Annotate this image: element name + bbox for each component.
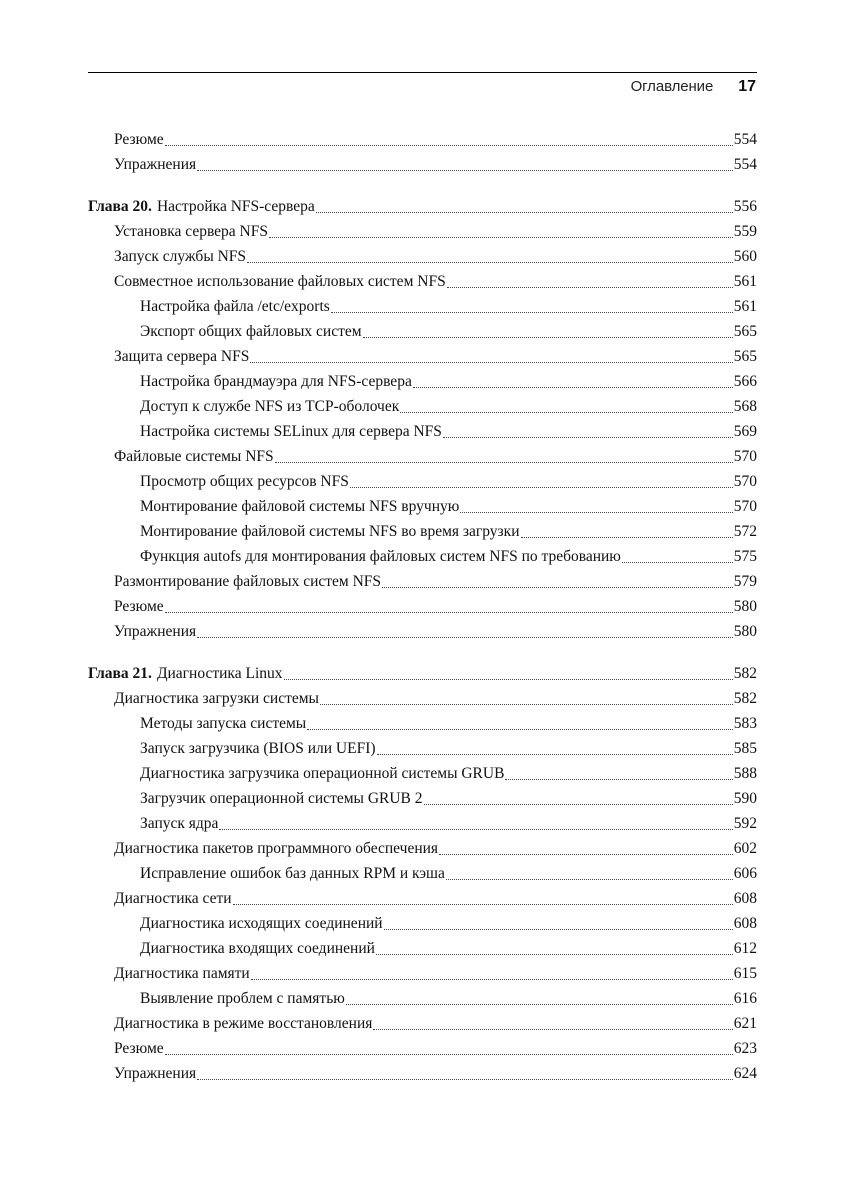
chapter-title: Настройка NFS-сервера <box>156 198 315 215</box>
toc-entry-title: Диагностика входящих соединений <box>140 940 375 957</box>
toc-entry-title: Диагностика загрузчика операционной системы GRUB <box>140 765 505 782</box>
toc-entry[interactable] <box>114 131 757 153</box>
toc-entry-page: 554 <box>733 131 757 148</box>
toc-entry-title: Настройка брандмауэра для NFS-сервера <box>140 373 412 390</box>
toc-entry-title: Диагностика исходящих соединений <box>140 915 383 932</box>
toc-entry[interactable] <box>114 890 757 912</box>
toc-entry-page: 568 <box>733 398 757 415</box>
toc-entry-page: 624 <box>733 1065 757 1082</box>
toc-entry-title: Запуск загрузчика (BIOS или UEFI) <box>140 740 376 757</box>
toc-entry-title: Диагностика в режиме восстановления <box>114 1015 373 1032</box>
dot-leader <box>521 536 733 538</box>
toc-entry-title: Резюме <box>114 1040 164 1057</box>
dot-leader <box>250 361 732 363</box>
dot-leader <box>247 261 733 263</box>
toc-entry[interactable] <box>114 248 757 270</box>
dot-leader <box>251 978 733 980</box>
toc-chapter-21[interactable] <box>88 665 757 687</box>
chapter-number: Глава 21. <box>88 665 152 682</box>
toc-entry[interactable] <box>140 323 757 345</box>
toc-entry-title: Совместное использование файловых систем NFS <box>114 273 446 290</box>
toc-entry-page: 570 <box>733 498 757 515</box>
toc-entry-page: 560 <box>733 248 757 265</box>
dot-leader <box>446 878 733 880</box>
toc-entry-title: Исправление ошибок баз данных RPM и кэша <box>140 865 445 882</box>
toc-entry-page: 569 <box>733 423 757 440</box>
toc-entry[interactable] <box>114 623 757 645</box>
dot-leader <box>373 1028 732 1030</box>
toc-entry-page: 621 <box>733 1015 757 1032</box>
toc-entry-page: 588 <box>733 765 757 782</box>
toc-entry-title: Монтирование файловой системы NFS во время загрузки <box>140 523 520 540</box>
dot-leader <box>622 561 733 563</box>
toc-entry-title: Методы запуска системы <box>140 715 307 732</box>
toc-entry-page: 582 <box>733 690 757 707</box>
dot-leader <box>443 436 733 438</box>
toc-entry-page: 559 <box>733 223 757 240</box>
toc-entry-page: 565 <box>733 348 757 365</box>
toc-entry-title: Функция autofs для монтирования файловых систем NFS по требованию <box>140 548 621 565</box>
dot-leader <box>165 144 733 146</box>
toc-entry-page: 602 <box>733 840 757 857</box>
toc-entry-title: Резюме <box>114 598 164 615</box>
toc-entry-title: Запуск ядра <box>140 815 219 832</box>
toc-entry-page: 623 <box>733 1040 757 1057</box>
toc-entry[interactable] <box>114 348 757 370</box>
toc-entry[interactable] <box>140 373 757 395</box>
toc-entry[interactable] <box>114 223 757 245</box>
toc-entry-title: Диагностика памяти <box>114 965 250 982</box>
toc-entry-title: Запуск службы NFS <box>114 248 247 265</box>
toc-entry-page: 580 <box>733 598 757 615</box>
toc-entry-title: Монтирование файловой системы NFS вручную <box>140 498 460 515</box>
chapter-number: Глава 20. <box>88 198 152 215</box>
dot-leader <box>331 311 733 313</box>
dot-leader <box>384 928 733 930</box>
header-section-title: Оглавление <box>630 78 714 95</box>
header-page-number: 17 <box>738 78 756 95</box>
toc-entry-title: Упражнения <box>114 623 197 640</box>
dot-leader <box>197 1078 733 1080</box>
toc-entry-title: Выявление проблем с памятью <box>140 990 345 1007</box>
toc-entry-title: Размонтирование файловых систем NFS <box>114 573 382 590</box>
chapter-page: 582 <box>733 665 757 682</box>
toc-entry-title: Экспорт общих файловых систем <box>140 323 362 340</box>
dot-leader <box>413 386 733 388</box>
toc-entry-page: 580 <box>733 623 757 640</box>
toc-entry[interactable] <box>114 1065 757 1087</box>
toc-entry[interactable] <box>114 598 757 620</box>
dot-leader <box>346 1003 733 1005</box>
dot-leader <box>165 1053 733 1055</box>
chapter-title: Диагностика Linux <box>156 665 283 682</box>
toc-entry[interactable] <box>140 548 757 570</box>
toc-entry-title: Упражнения <box>114 1065 197 1082</box>
dot-leader <box>197 636 733 638</box>
chapter-page: 556 <box>733 198 757 215</box>
dot-leader <box>460 511 732 513</box>
toc-entry[interactable] <box>114 1015 757 1037</box>
toc-chapter-20[interactable] <box>88 198 757 220</box>
dot-leader <box>377 753 733 755</box>
dot-leader <box>400 411 733 413</box>
toc-entry-title: Диагностика сети <box>114 890 232 907</box>
dot-leader <box>233 903 733 905</box>
toc-entry[interactable] <box>140 915 757 937</box>
toc-entry[interactable] <box>140 815 757 837</box>
toc-entry[interactable] <box>114 273 757 295</box>
toc-entry-title: Упражнения <box>114 156 197 173</box>
dot-leader <box>505 778 732 780</box>
dot-leader <box>320 703 733 705</box>
dot-leader <box>350 486 733 488</box>
toc-entry-page: 572 <box>733 523 757 540</box>
toc-entry-page: 592 <box>733 815 757 832</box>
dot-leader <box>424 803 733 805</box>
toc-entry-title: Резюме <box>114 131 164 148</box>
toc-entry-page: 585 <box>733 740 757 757</box>
toc-entry[interactable] <box>114 156 757 178</box>
toc-entry-page: 570 <box>733 473 757 490</box>
toc-entry[interactable] <box>114 840 757 862</box>
toc-entry-title: Доступ к службе NFS из TCP-оболочек <box>140 398 400 415</box>
dot-leader <box>165 611 733 613</box>
toc-entry[interactable] <box>114 1040 757 1062</box>
toc-entry[interactable] <box>140 473 757 495</box>
toc-entry[interactable] <box>114 965 757 987</box>
toc-entry-page: 608 <box>733 890 757 907</box>
dot-leader <box>316 211 733 213</box>
toc-entry-page: 616 <box>733 990 757 1007</box>
toc-entry-page: 561 <box>733 273 757 290</box>
toc-entry-page: 608 <box>733 915 757 932</box>
toc-entry[interactable] <box>114 573 757 595</box>
toc-entry-page: 566 <box>733 373 757 390</box>
dot-leader <box>376 953 733 955</box>
dot-leader <box>382 586 733 588</box>
toc-entry[interactable] <box>140 523 757 545</box>
toc-entry-title: Установка сервера NFS <box>114 223 268 240</box>
dot-leader <box>447 286 733 288</box>
toc-entry[interactable] <box>114 690 757 712</box>
toc-entry-page: 570 <box>733 448 757 465</box>
toc-entry-page: 579 <box>733 573 757 590</box>
toc-entry[interactable] <box>140 715 757 737</box>
dot-leader <box>307 728 733 730</box>
toc-entry[interactable] <box>140 990 757 1012</box>
toc-entry-title: Защита сервера NFS <box>114 348 250 365</box>
toc-entry-title: Просмотр общих ресурсов NFS <box>140 473 349 490</box>
toc-entry-page: 615 <box>733 965 757 982</box>
toc-entry-page: 583 <box>733 715 757 732</box>
toc-entry-page: 612 <box>733 940 757 957</box>
toc-entry[interactable] <box>140 498 757 520</box>
toc-entry-page: 554 <box>733 156 757 173</box>
running-header <box>631 78 756 100</box>
toc-entry-title: Загрузчик операционной системы GRUB 2 <box>140 790 423 807</box>
dot-leader <box>363 336 733 338</box>
dot-leader <box>284 678 733 680</box>
dot-leader <box>269 236 733 238</box>
toc-entry[interactable] <box>140 398 757 420</box>
toc-entry-page: 590 <box>733 790 757 807</box>
toc-entry-title: Диагностика загрузки системы <box>114 690 319 707</box>
toc-entry-page: 575 <box>733 548 757 565</box>
toc-entry[interactable] <box>140 423 757 445</box>
toc-entry-page: 565 <box>733 323 757 340</box>
toc-entry-title: Настройка файла /etc/exports <box>140 298 330 315</box>
toc-entry[interactable] <box>140 940 757 962</box>
toc-entry[interactable] <box>140 740 757 762</box>
toc-entry[interactable] <box>140 865 757 887</box>
toc-entry[interactable] <box>140 790 757 812</box>
toc-entry-page: 561 <box>733 298 757 315</box>
toc-entry[interactable] <box>140 298 757 320</box>
header-rule <box>88 72 757 73</box>
toc-entry-title: Настройка системы SELinux для сервера NFS <box>140 423 442 440</box>
dot-leader <box>197 169 733 171</box>
dot-leader <box>439 853 733 855</box>
toc-entry[interactable] <box>140 765 757 787</box>
dot-leader <box>275 461 733 463</box>
toc-entry-title: Диагностика пакетов программного обеспечения <box>114 840 439 857</box>
toc-entry-title: Файловые системы NFS <box>114 448 274 465</box>
toc-entry-page: 606 <box>733 865 757 882</box>
toc-entry[interactable] <box>114 448 757 470</box>
dot-leader <box>219 828 732 830</box>
